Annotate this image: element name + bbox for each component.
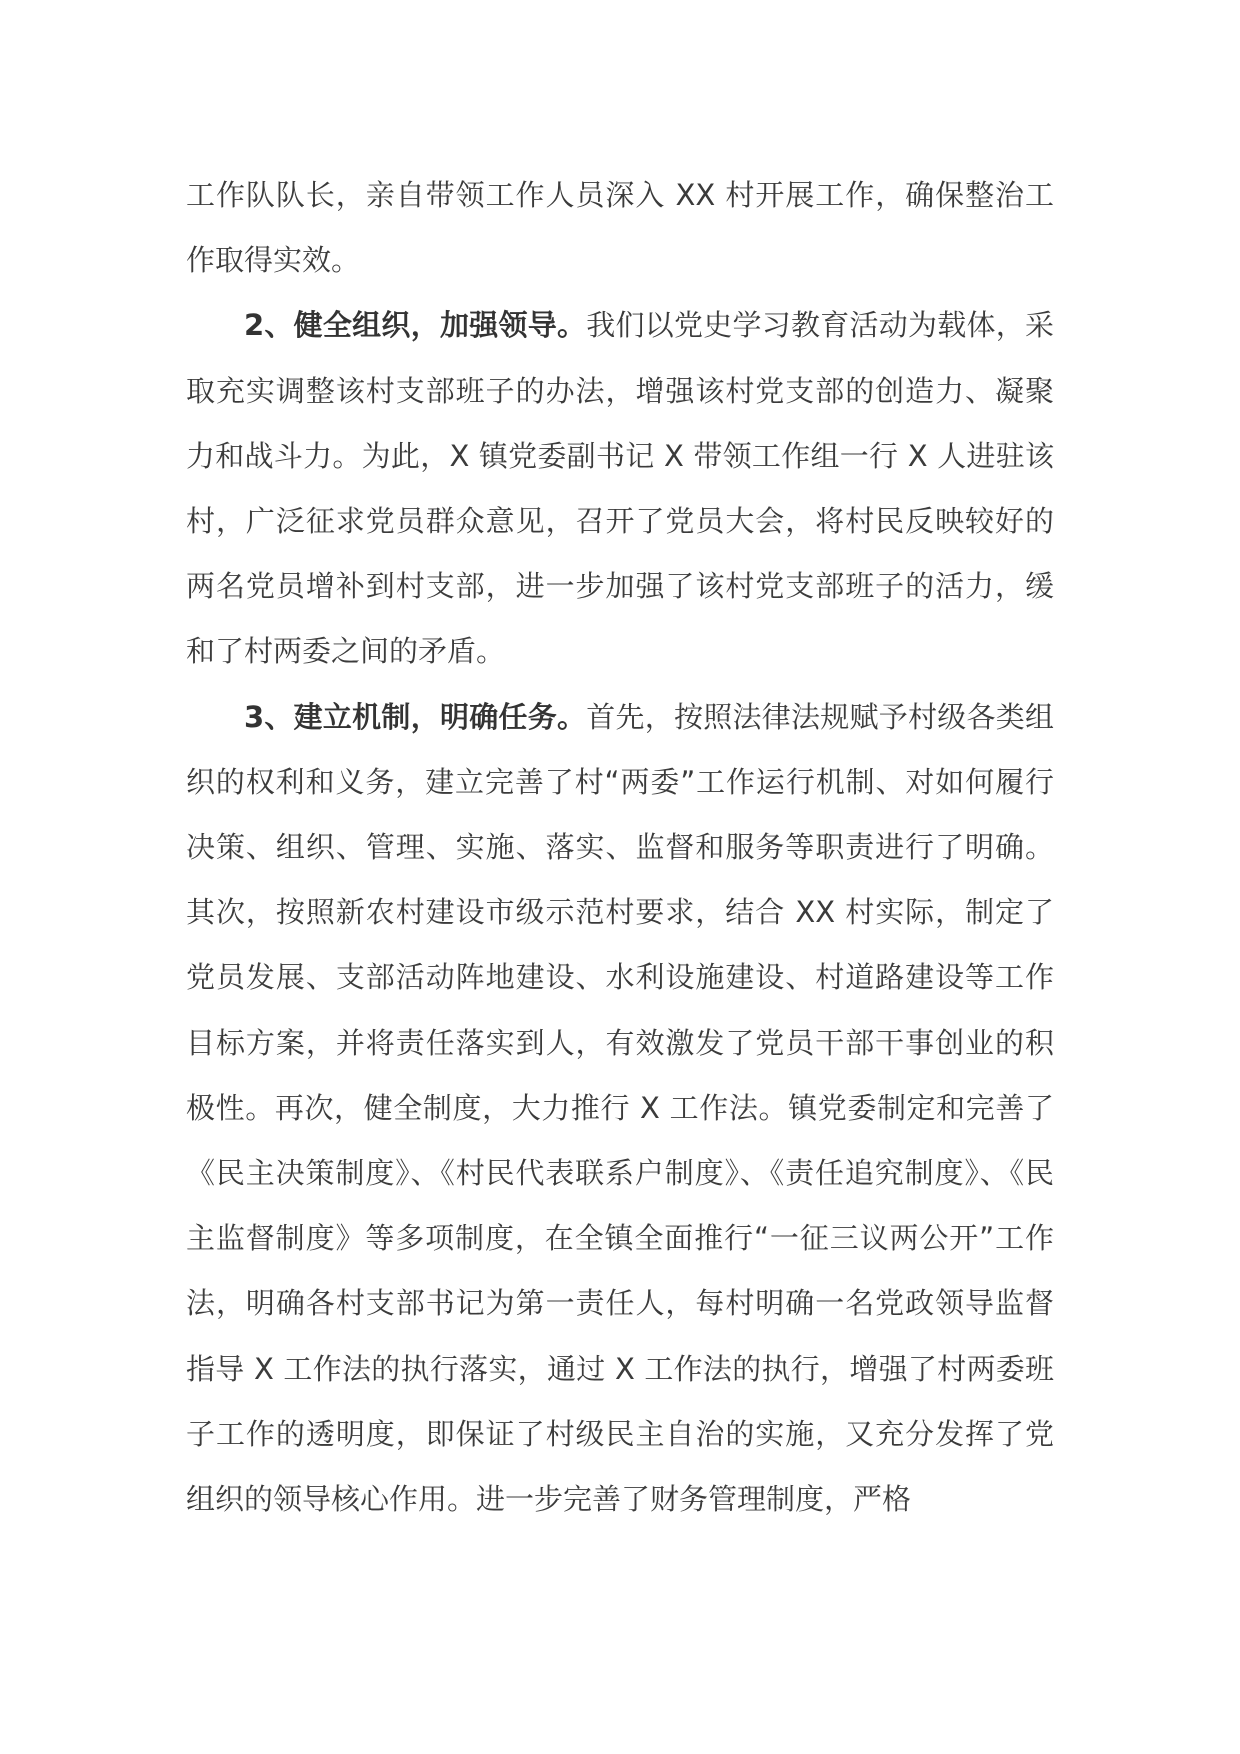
section-heading: 2、健全组织，加强领导。 (244, 308, 587, 343)
paragraph-text: 我们以党史学习教育活动为载体，采取充实调整该村支部班子的办法，增强该村党支部的创造力、凝聚力和战斗力。为此，X 镇党委副书记 X 带领工作组一行 X 人进驻该村，广泛征求党员群众意见，召开了党员大会，将村民反映较好的两名党员增补到村支部，进一步加强了该村党支部班子的活力，缓和了村两委之间的矛盾。 (186, 308, 1054, 669)
document-body (186, 163, 1054, 1532)
paragraph-continuation (186, 163, 1054, 293)
section-heading: 3、建立机制，明确任务。 (244, 699, 587, 734)
paragraph-section-2 (186, 293, 1054, 684)
paragraph-text: 首先，按照法律法规赋予村级各类组织的权利和义务，建立完善了村“两委”工作运行机制、对如何履行决策、组织、管理、实施、落实、监督和服务等职责进行了明确。其次，按照新农村建设市级示范村要求，结合 XX 村实际，制定了党员发展、支部活动阵地建设、水利设施建设、村道路建设等工作目标方案，并将责任落实到人，有效激发了党员干部干事创业的积极性。再次，健全制度，大力推行 X 工作法。镇党委制定和完善了《民主决策制度》、《村民代表联系户制度》、《责任追究制度》、《民主监督制度》等多项制度，在全镇全面推行“一征三议两公开”工作法，明确各村支部书记为第一责任人，每村明确一名党政领导监督指导 X 工作法的执行落实，通过 X 工作法的执行，增强了村两委班子工作的透明度，即保证了村级民主自治的实施，又充分发挥了党组织的领导核心作用。进一步完善了财务管理制度，严格 (186, 699, 1054, 1517)
paragraph-text: 工作队队长，亲自带领工作人员深入 XX 村开展工作，确保整治工作取得实效。 (186, 178, 1054, 278)
paragraph-section-3 (186, 685, 1054, 1533)
